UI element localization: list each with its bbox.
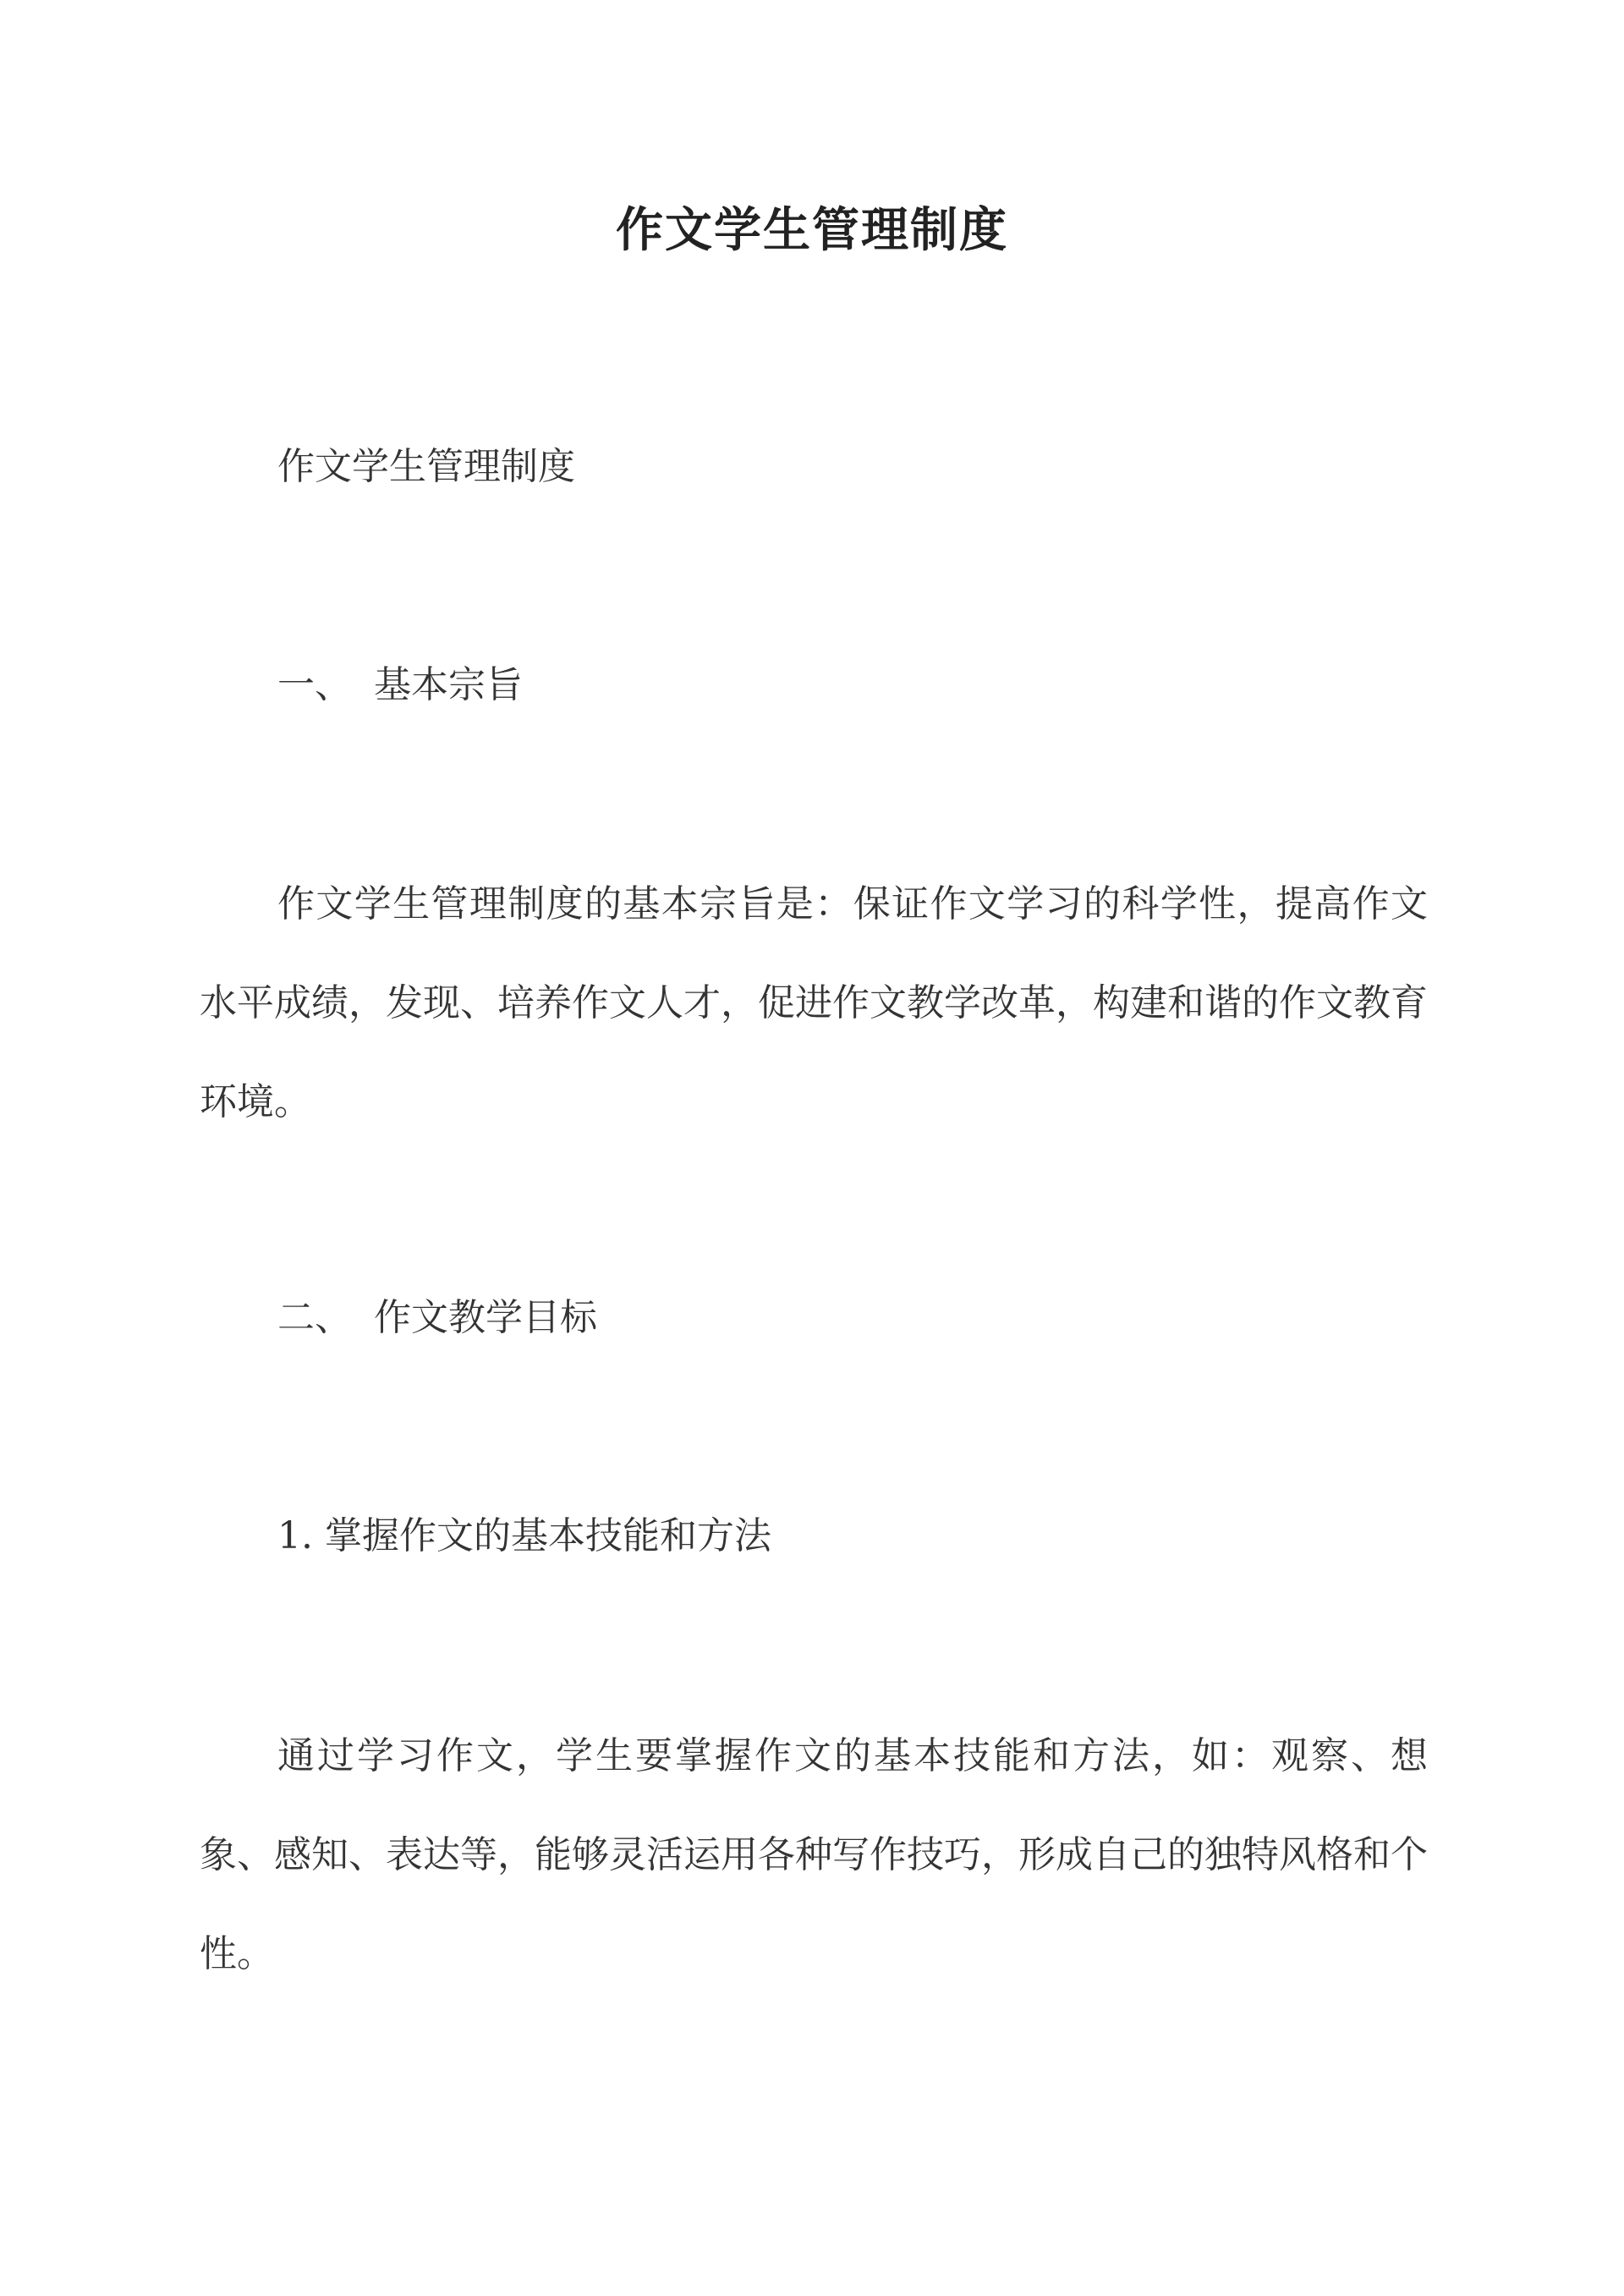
section-title-2: 作文教学目标 <box>374 1296 597 1339</box>
subsection-heading-1: 1. 掌握作文的基本技能和方法 <box>277 1514 771 1557</box>
section-paragraph-1: 作文学生管理制度的基本宗旨是：保证作文学习的科学性，提高作文水平成绩，发现、培养作文人才，促进作文教学改革，构建和谐的作文教育环境。 <box>200 882 1428 1123</box>
section-title-1: 基本宗旨 <box>374 663 523 706</box>
section-heading-1 <box>277 660 523 711</box>
section-heading-2 <box>277 1293 597 1343</box>
section-number-2: 二、 <box>277 1296 352 1339</box>
document-title: 作文学生管理制度 <box>616 202 1008 258</box>
subsection-paragraph-1: 通过学习作文，学生要掌握作文的基本技能和方法，如：观察、想象、感知、表达等，能够灵活运用各种写作技巧，形成自己的独特风格和个性。 <box>200 1734 1428 1975</box>
document-subtitle: 作文学生管理制度 <box>277 445 575 488</box>
section-number-1: 一、 <box>277 663 352 706</box>
